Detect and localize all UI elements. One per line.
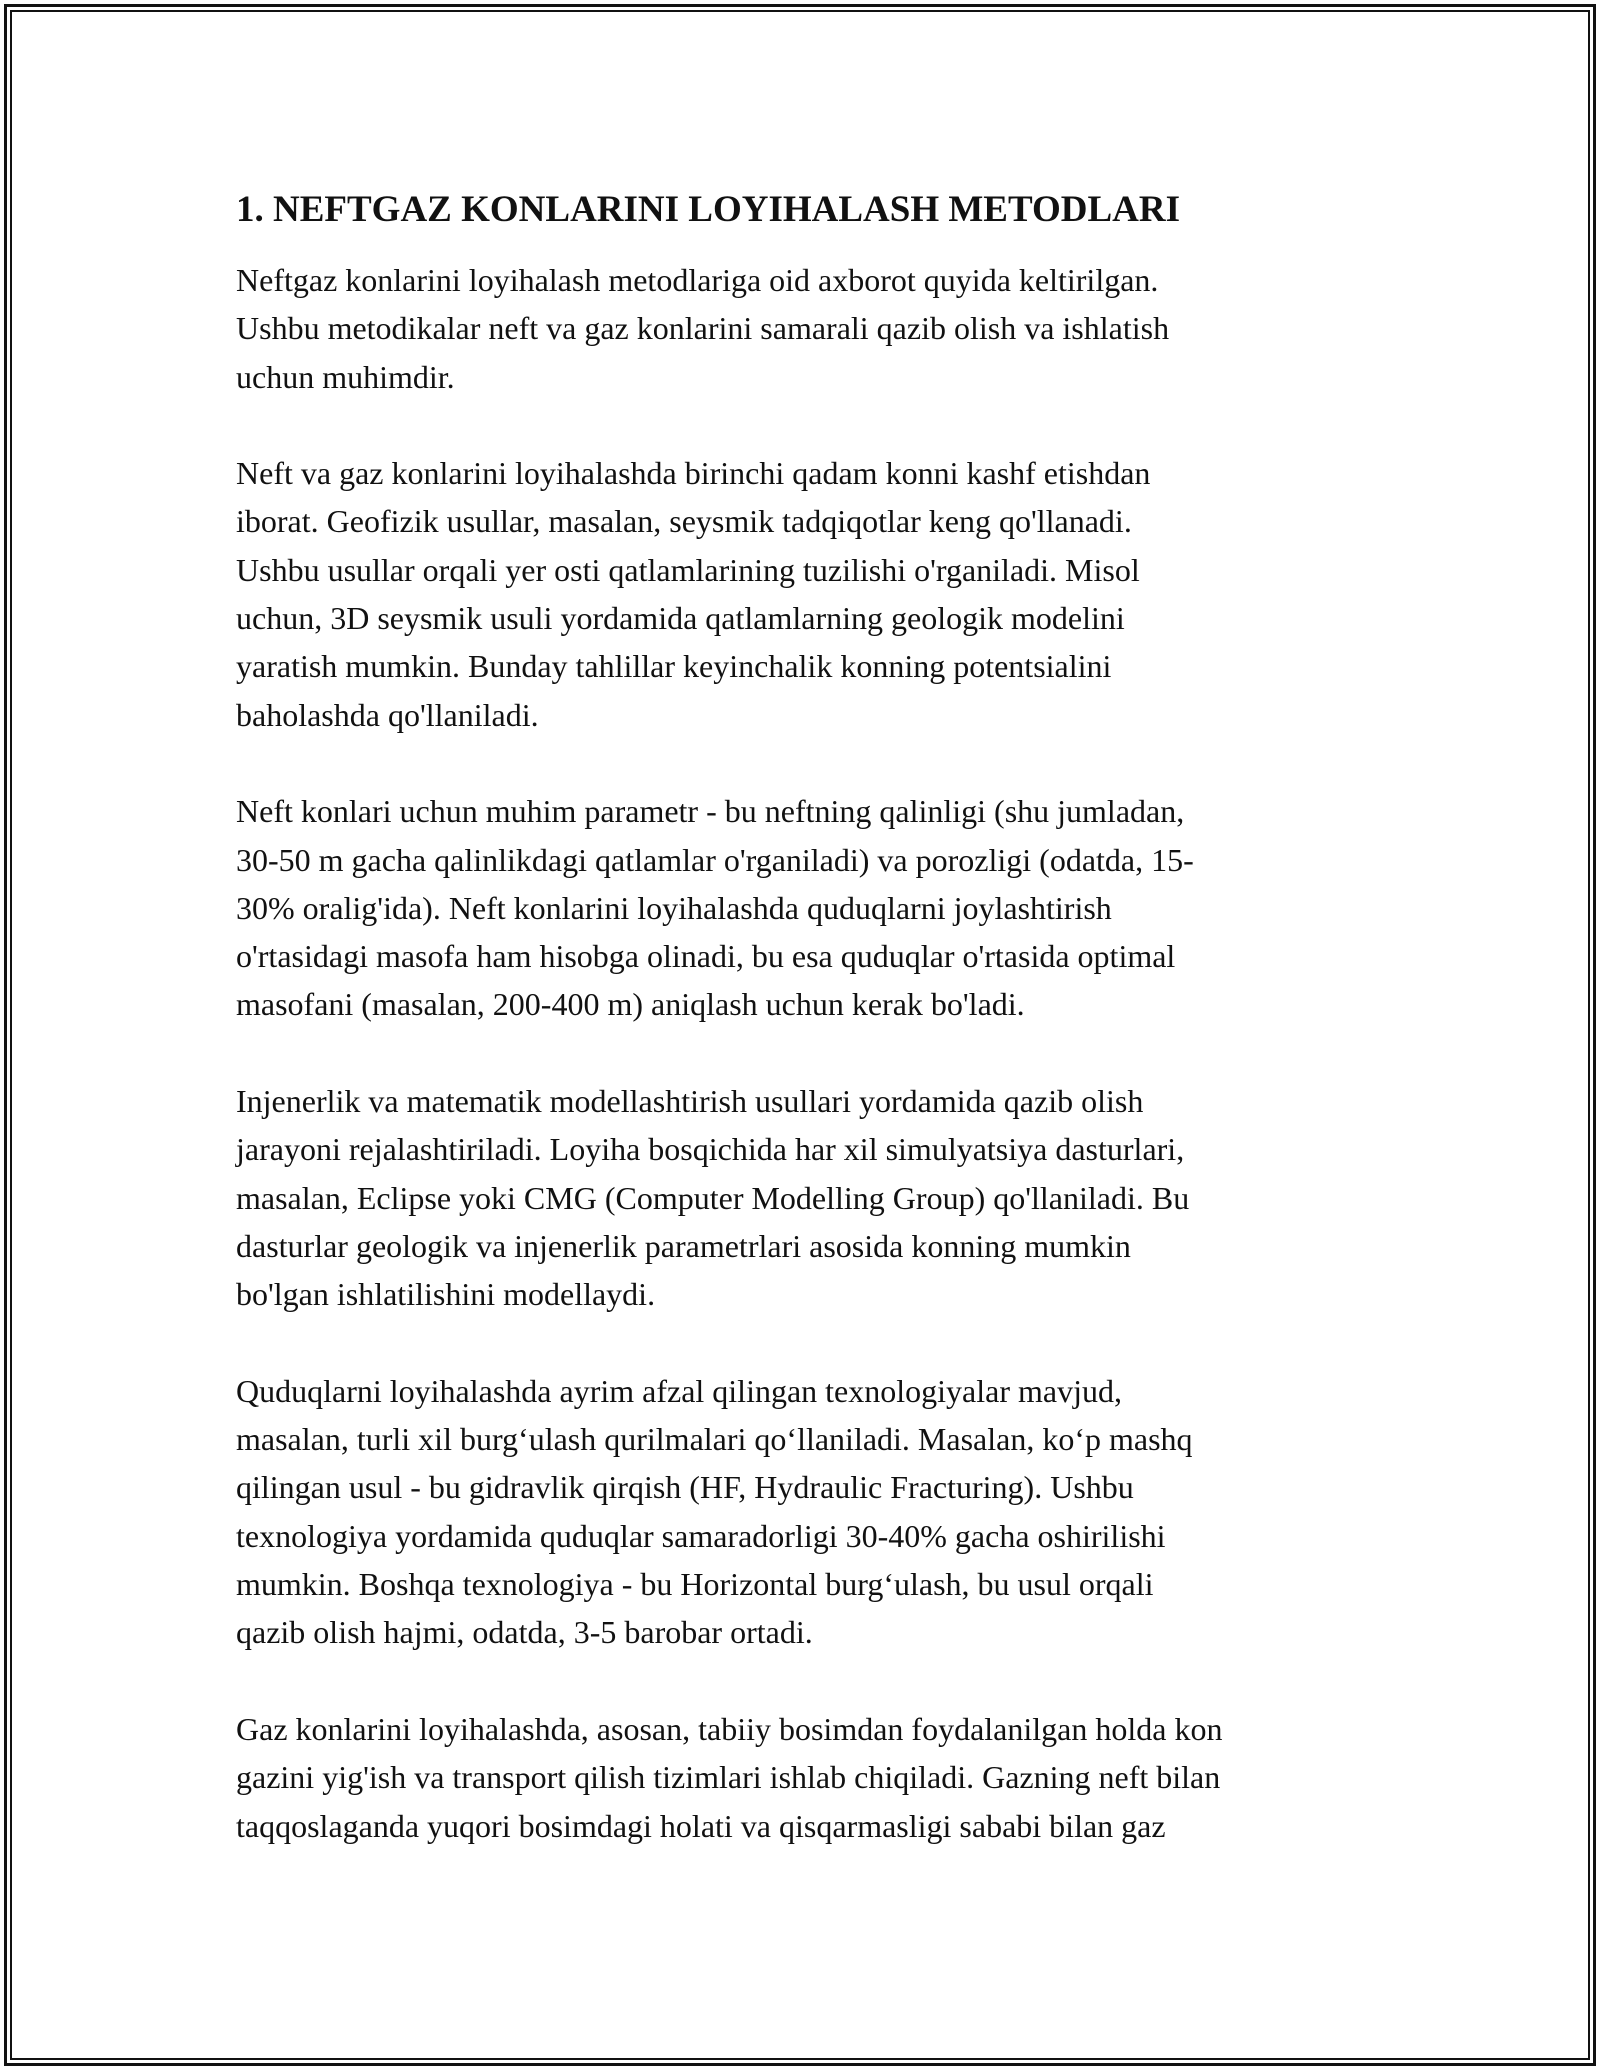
paragraph-line: mumkin. Boshqa texnologiya - bu Horizontal burg‘ulash, bu usul orqali xyxy=(236,1566,1154,1603)
paragraph-line: 30-50 m gacha qalinlikdagi qatlamlar o'rganiladi) va porozligi (odatda, 15- xyxy=(236,841,1194,878)
paragraph-line: taqqoslaganda yuqori bosimdagi holati va qisqarmasligi sababi bilan gaz xyxy=(236,1807,1166,1844)
paragraph-line: baholashda qo'llaniladi. xyxy=(236,696,539,733)
paragraph-line: Gaz konlarini loyihalashda, asosan, tabiiy bosimdan foydalanilgan holda kon xyxy=(236,1710,1223,1747)
paragraph-line: jarayoni rejalashtiriladi. Loyiha bosqichida har xil simulyatsiya dasturlari, xyxy=(236,1131,1185,1168)
paragraph-line: Neftgaz konlarini loyihalash metodlariga oid axborot quyida keltirilgan. xyxy=(236,262,1159,298)
paragraph-line: Neft va gaz konlarini loyihalashda birinchi qadam konni kashf etishdan xyxy=(236,455,1151,492)
paragraph-line: texnologiya yordamida quduqlar samaradorligi 30-40% gacha oshirilishi xyxy=(236,1517,1166,1554)
paragraph-parameters xyxy=(236,787,1386,1028)
paragraph-exploration xyxy=(236,449,1386,739)
paragraph-line: Ushbu metodikalar neft va gaz konlarini samarali qazib olish va ishlatish xyxy=(236,310,1170,347)
paragraph-line: masalan, Eclipse yoki CMG (Computer Modelling Group) qo'llaniladi. Bu xyxy=(236,1179,1190,1216)
paragraph-line: o'rtasidagi masofa ham hisobga olinadi, bu esa quduqlar o'rtasida optimal xyxy=(236,938,1176,975)
paragraph-gas-fields xyxy=(236,1705,1386,1850)
section-heading: 1. NEFTGAZ KONLARINI LOYIHALASH METODLARI xyxy=(236,189,1180,230)
paragraph-line: masofani (masalan, 200-400 m) aniqlash uchun kerak bo'ladi. xyxy=(236,986,1025,1023)
paragraph-line: Quduqlarni loyihalashda ayrim afzal qilingan texnologiyalar mavjud, xyxy=(236,1372,1122,1409)
paragraph-line: iborat. Geofizik usullar, masalan, seysmik tadqiqotlar keng qo'llanadi. xyxy=(236,503,1132,540)
paragraph-modelling xyxy=(236,1077,1386,1318)
paragraph-line: Ushbu usullar orqali yer osti qatlamlarining tuzilishi o'rganiladi. Misol xyxy=(236,551,1140,588)
paragraph-line: Neft konlari uchun muhim parametr - bu neftning qalinligi (shu jumladan, xyxy=(236,793,1185,830)
paragraph-line: bo'lgan ishlatilishini modellaydi. xyxy=(236,1276,656,1313)
paragraph-line: qilingan usul - bu gidravlik qirqish (HF, Hydraulic Fracturing). Ushbu xyxy=(236,1469,1134,1506)
paragraph-line: dasturlar geologik va injenerlik parametrlari asosida konning mumkin xyxy=(236,1227,1131,1264)
paragraph-intro xyxy=(236,256,1386,401)
document-body xyxy=(236,186,1386,1898)
paragraph-line: qazib olish hajmi, odatda, 3-5 barobar ortadi. xyxy=(236,1614,813,1651)
paragraph-line: uchun, 3D seysmik usuli yordamida qatlamlarning geologik modelini xyxy=(236,600,1125,637)
paragraph-line: yaratish mumkin. Bunday tahlillar keyinchalik konning potentsialini xyxy=(236,648,1112,685)
paragraph-line: gazini yig'ish va transport qilish tizimlari ishlab chiqiladi. Gazning neft bilan xyxy=(236,1759,1221,1796)
paragraph-line: uchun muhimdir. xyxy=(236,358,455,395)
paragraph-line: masalan, turli xil burg‘ulash qurilmalari qo‘llaniladi. Masalan, ko‘p mashq xyxy=(236,1421,1193,1458)
paragraph-line: 30% oralig'ida). Neft konlarini loyihalashda quduqlarni joylashtirish xyxy=(236,889,1112,926)
paragraph-technologies xyxy=(236,1367,1386,1657)
paragraph-line: Injenerlik va matematik modellashtirish usullari yordamida qazib olish xyxy=(236,1083,1144,1120)
